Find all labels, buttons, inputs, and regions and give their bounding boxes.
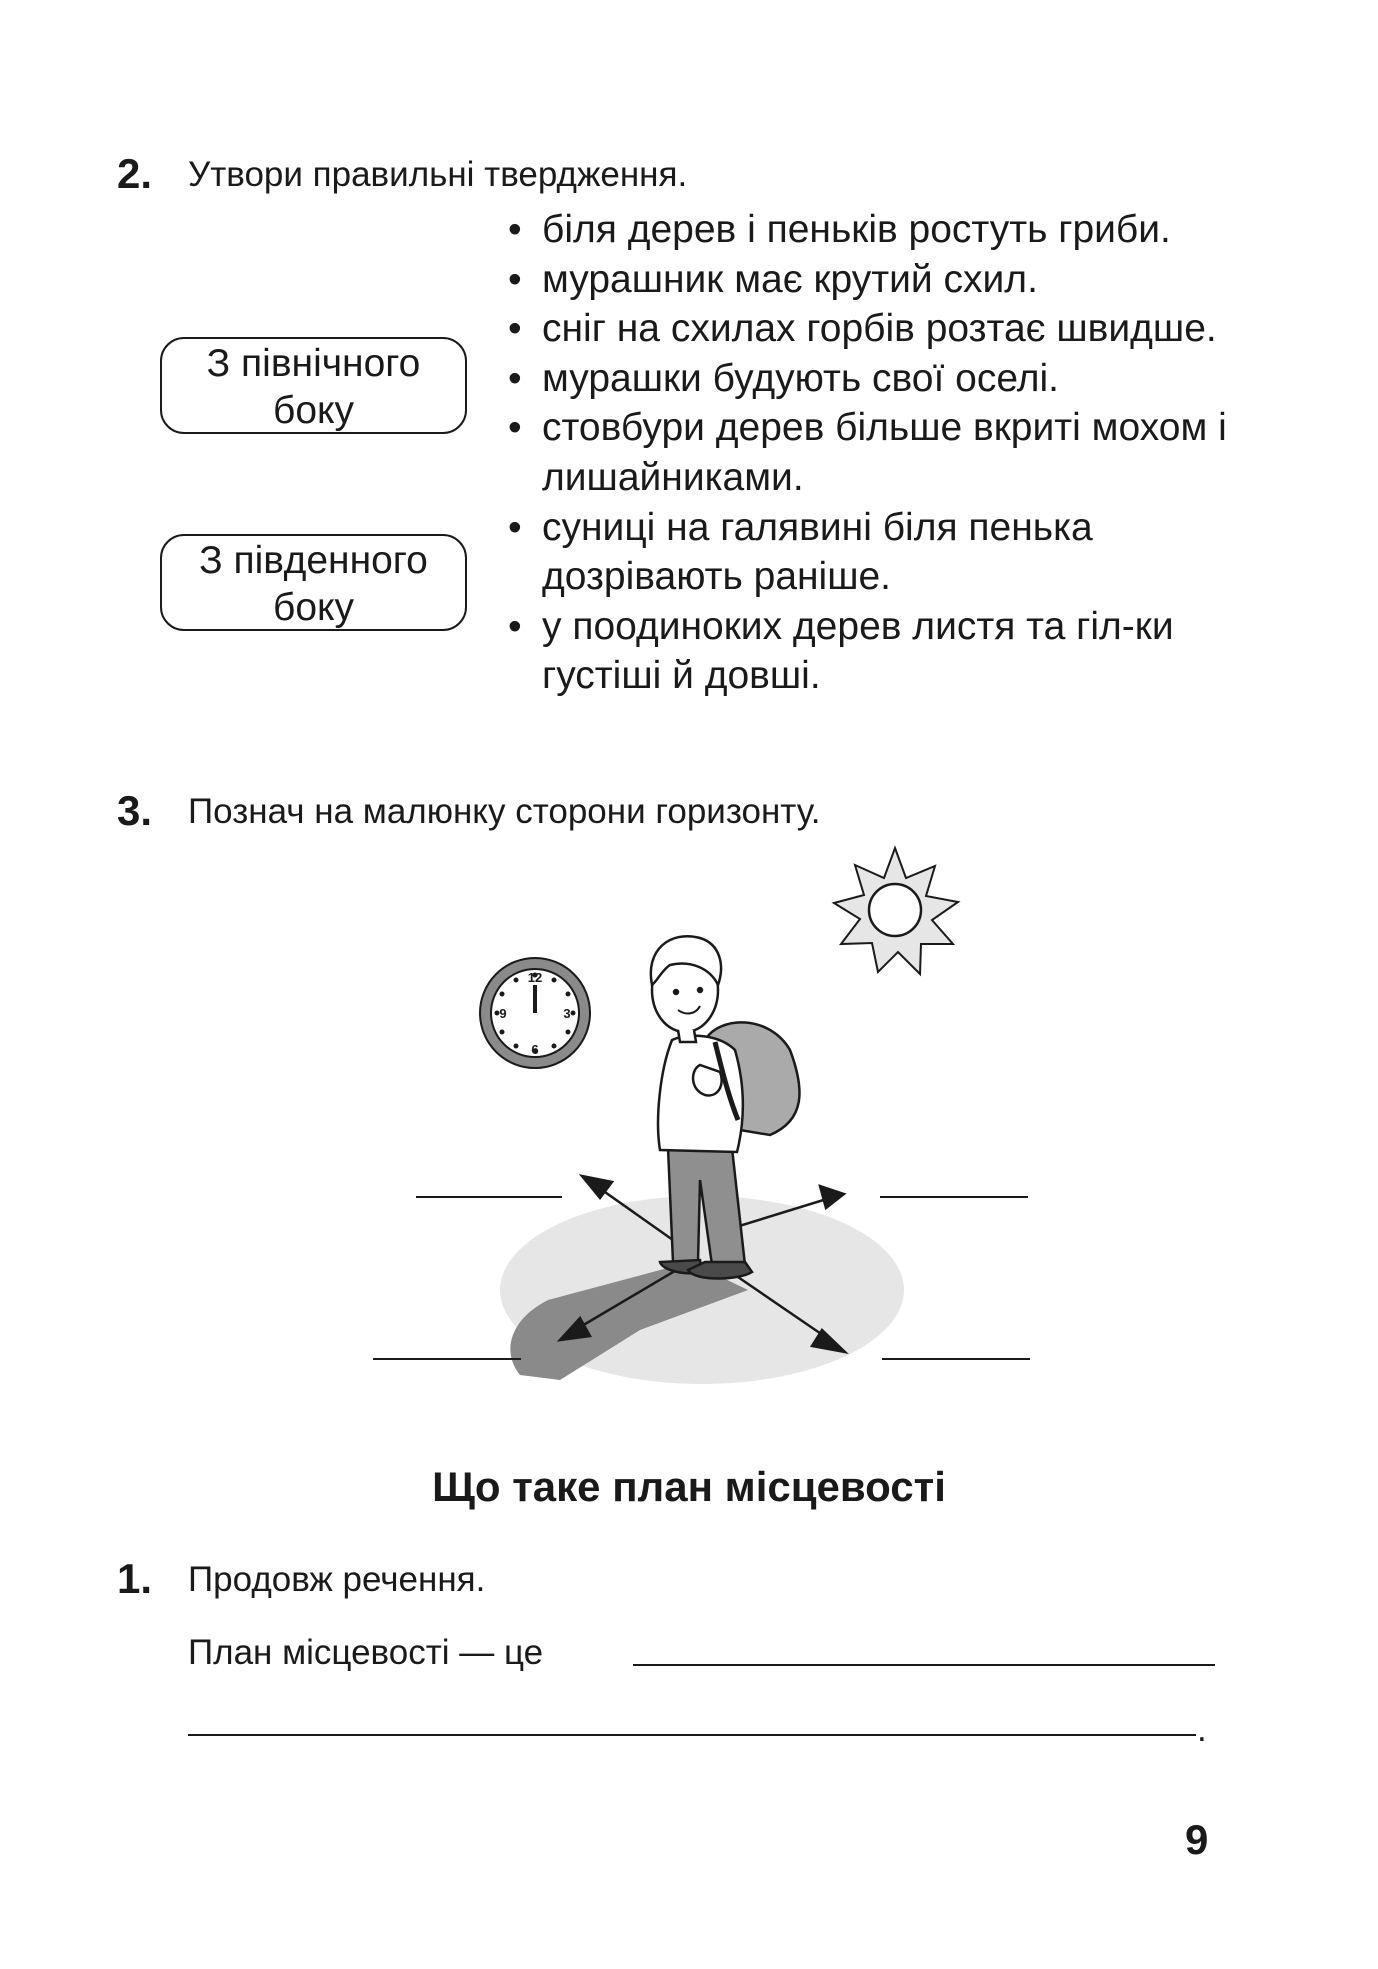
section-title: Що таке план місцевості xyxy=(432,1463,946,1510)
direction-blank-lower-left[interactable] xyxy=(373,1358,521,1360)
clock-label-3: 3 xyxy=(563,1006,571,1021)
plan-answer-line-1[interactable] xyxy=(633,1664,1215,1666)
task-3-instruction: Познач на малюнку сторони горизонту. xyxy=(188,792,821,831)
task-2-instruction: Утвори правильні твердження. xyxy=(188,155,688,194)
task-2-number: 2. xyxy=(117,150,153,197)
task-1-instruction: Продовж речення. xyxy=(188,1560,486,1599)
statement-item: • сніг на схилах горбів розтає швидше. xyxy=(508,304,1228,354)
statement-item: • мурашки будують свої оселі. xyxy=(508,354,1228,404)
sun-icon xyxy=(834,848,958,974)
clock-icon xyxy=(480,958,590,1068)
horizon-illustration xyxy=(360,840,1060,1400)
clock-label-12: 12 xyxy=(527,970,543,985)
task-3-number: 3. xyxy=(117,787,153,834)
sentence-end-period: . xyxy=(1197,1710,1207,1749)
direction-blank-lower-right[interactable] xyxy=(882,1358,1030,1360)
south-side-box: З південного боку xyxy=(160,534,467,631)
statement-item: • біля дерев і пеньків ростуть гриби. xyxy=(508,205,1228,255)
clock-label-6: 6 xyxy=(531,1042,539,1057)
task-1-number: 1. xyxy=(117,1555,153,1602)
direction-blank-upper-left[interactable] xyxy=(416,1196,562,1198)
statements-list xyxy=(508,205,1228,701)
page-number: 9 xyxy=(1185,1816,1209,1863)
clock-label-9: 9 xyxy=(499,1006,507,1021)
statement-item: • у поодиноких дерев листя та гіл-ки густіші й довші. xyxy=(508,602,1228,701)
plan-answer-line-2[interactable] xyxy=(188,1734,1196,1736)
north-side-box: З північного боку xyxy=(160,337,467,434)
statement-item: • суниці на галявині біля пенька дозрівають раніше. xyxy=(508,503,1228,602)
plan-sentence-start: План місцевості — це xyxy=(188,1633,544,1672)
statement-item: • стовбури дерев більше вкриті мохом і лишайниками. xyxy=(508,403,1228,502)
direction-blank-upper-right[interactable] xyxy=(880,1196,1028,1198)
statement-item: • мурашник має крутий схил. xyxy=(508,255,1228,305)
